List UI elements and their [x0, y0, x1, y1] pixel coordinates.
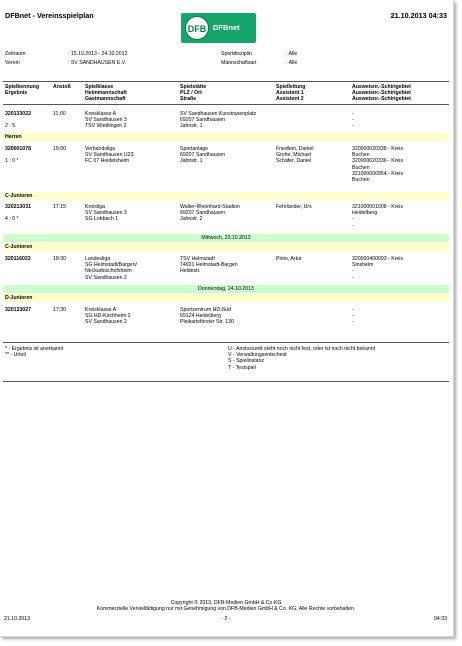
game-leitung: Friedlein, Daniel Grohe, Michael Schäfer, Daniel	[276, 146, 314, 165]
footer-date: 21.10.2013	[4, 616, 30, 622]
dfb-emblem-icon	[185, 16, 209, 40]
print-datetime: 21.10.2013 04:33	[390, 11, 447, 20]
sportdisziplin-value: : Alle	[286, 51, 298, 57]
game-ort: Sportzentrum HD-Süd 69124 Heidelberg Pleikartsförster Str. 130	[180, 307, 234, 326]
section-herren: Herren	[5, 134, 22, 140]
game-time: 17:30	[53, 307, 66, 313]
section-band	[3, 192, 449, 200]
logo-text: DFBnet	[213, 23, 240, 32]
game-ort: SV Sandhausen Kunstrasenplatz 69207 Sandhausen Jahnstr. 1	[180, 111, 257, 130]
section-d-junioren: D-Junioren	[5, 295, 33, 301]
table-row: 320133027	[5, 307, 31, 313]
table-row: 320001078 1 : 0 *	[5, 146, 31, 165]
page-number: - 2 -	[221, 616, 231, 622]
col-header-spielleitung: Spielleitung Assistent 1 Assistent 2	[276, 84, 306, 103]
section-c-junioren: C-Junioren	[5, 193, 33, 199]
game-time: 11:00	[53, 111, 66, 117]
date-donnerstag: Donnerstag, 24.10.2013	[198, 286, 254, 292]
game-schiri: - - -	[352, 307, 354, 326]
col-header-spielstaette: Spielstätte PLZ / Ort Straße	[180, 84, 207, 103]
section-band	[3, 294, 449, 302]
game-leitung: Pinto, Artur	[276, 256, 302, 262]
col-header-anstoss: Anstoß	[53, 84, 71, 90]
game-schiri: - - -	[352, 111, 354, 130]
game-klasse: Kreisklasse A SV Sandhausen 3 TSV Wieblingen 2	[85, 111, 127, 130]
table-header-rule	[3, 104, 449, 105]
game-klasse: Kreisliga SV Sandhausen 3 SG Lobbach 1	[85, 204, 127, 223]
game-leitung: Fehrländer, Urs	[276, 204, 312, 210]
mannschaftsart-value: : Alle	[286, 60, 298, 66]
table-row: 320213031 4 : 0 *	[5, 204, 31, 223]
col-header-schirigebiet: Ausweisnr.-Schirigebiet Ausweisnr.-Schirigebiet Ausweisnr.-Schirigebiet	[352, 84, 411, 103]
section-c-junioren: C-Junioren	[5, 244, 33, 250]
footer-time: 04:33	[434, 616, 447, 622]
verein-label: Verein	[5, 60, 20, 66]
legend-top-rule	[3, 342, 449, 343]
table-row: 320133022 2 : 5	[5, 111, 31, 130]
game-ort: TSV Helmstadt 74921 Helmstadt-Bargen Heldestr.	[180, 256, 238, 275]
game-schiri: 321000001008 - Kreis Heidelberg - -	[352, 204, 404, 229]
game-time: 15:00	[53, 146, 66, 152]
legend-left: * - Ergebnis ist anerkannt ** - Urteil	[5, 346, 64, 359]
game-schiri: 320000400093 - Kreis Sinsheim - -	[352, 256, 404, 281]
date-mittwoch: Mittwoch, 23.10.2013	[201, 235, 251, 241]
game-ort: Walter-Rheinhard-Stadion 69207 Sandhausen Jahnstr. 2	[180, 204, 240, 223]
table-top-rule	[3, 81, 449, 82]
col-header-spielkennung: Spielkennung Ergebnis	[5, 84, 40, 97]
legend-right: U - Anstosszeit steht noch nicht fest, oder ist noch nicht bekannt V - Verwaltungsentscheid S - Spielinstanz T - Testspiel	[228, 346, 376, 371]
game-ort: Sportanlage 69207 Sandhausen Jahnstr. 1	[180, 146, 226, 165]
col-header-spielklasse: Spielklasse Heimmannschaft Gastmannschaft	[85, 84, 127, 103]
page-title: DFBnet - Vereinsspielplan	[5, 11, 94, 20]
game-klasse: Kreisklasse A SG HD-Kirchheim 2 SV Sandhausen 2	[85, 307, 131, 326]
footer-copyright: Copyright © 2013, DFB-Medien GmbH & Co.KG	[170, 600, 282, 606]
verein-value: : SV SANDHAUSEN E.V.	[68, 60, 127, 66]
game-schiri: 320000020338 - Kreis Buchen 320000020336 - Kreis Buchen 321000000954 - Kreis Buchen	[352, 146, 404, 184]
game-klasse: Verbandsliga SV Sandhausen U23 FC 07 Heidelsheim	[85, 146, 134, 165]
table-row: 320116033	[5, 256, 31, 262]
sportdisziplin-label: Sportdisziplin	[221, 51, 252, 57]
game-time: 18:30	[53, 256, 66, 262]
footer-notice: Kommerzielle Vervielfältigung nur mit Genehmigung von DFB-Medien GmbH & Co. KG. Alle Rechte vorbehalten.	[96, 606, 356, 612]
zeitraum-label: Zeitraum	[5, 51, 26, 57]
section-band	[3, 133, 449, 141]
zeitraum-value: : 15.10.2013 - 24.10.2013	[68, 51, 128, 57]
dfbnet-logo	[181, 13, 256, 43]
section-band	[3, 243, 449, 251]
mannschaftsart-label: Mannschaftsart	[221, 60, 257, 66]
game-klasse: Landesliga SG Helmstadt/Bargen/ Neckarbischofsheim SV Sandhausen 2	[85, 256, 137, 281]
game-time: 17:15	[53, 204, 66, 210]
legend-bottom-rule	[3, 381, 449, 382]
svg-text:DFB: DFB	[187, 24, 207, 34]
